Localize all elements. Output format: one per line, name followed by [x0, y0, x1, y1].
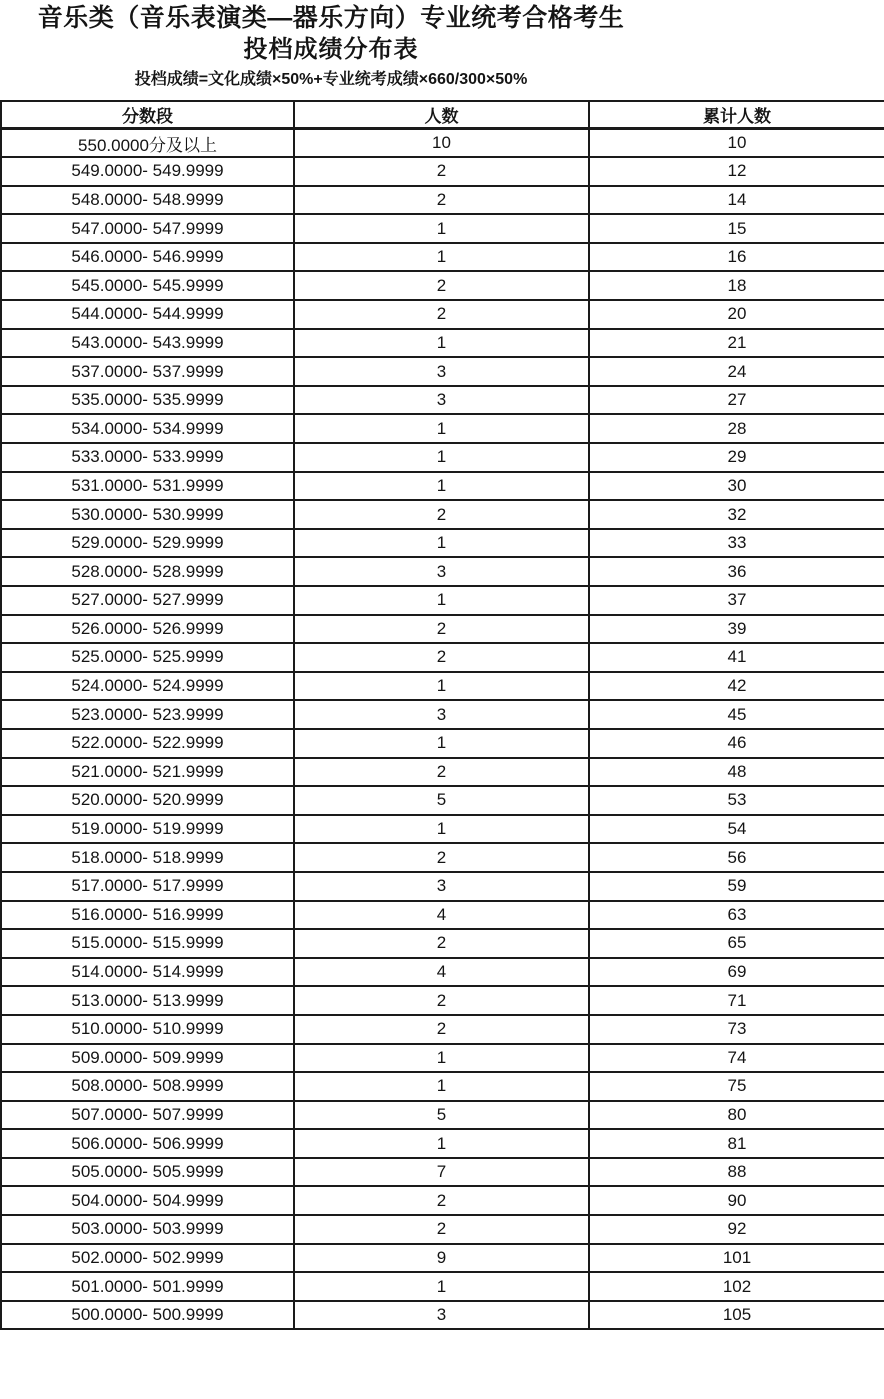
cumulative-cell: 39 [589, 615, 884, 644]
cumulative-cell: 102 [589, 1272, 884, 1301]
table-row [1, 186, 884, 215]
cumulative-cell: 75 [589, 1072, 884, 1101]
score-range-cell: 515.0000- 515.9999 [1, 929, 294, 958]
score-range-cell: 505.0000- 505.9999 [1, 1158, 294, 1187]
table-row [1, 529, 884, 558]
table-row [1, 1244, 884, 1273]
cumulative-cell: 53 [589, 786, 884, 815]
count-cell: 3 [294, 872, 589, 901]
score-range-cell: 535.0000- 535.9999 [1, 386, 294, 415]
table-row [1, 1272, 884, 1301]
score-range-cell: 508.0000- 508.9999 [1, 1072, 294, 1101]
count-cell: 2 [294, 1015, 589, 1044]
score-range-cell: 533.0000- 533.9999 [1, 443, 294, 472]
page-subtitle: 投档成绩分布表 [243, 36, 419, 63]
score-range-cell: 527.0000- 527.9999 [1, 586, 294, 615]
table-row [1, 1072, 884, 1101]
count-cell: 10 [294, 129, 589, 158]
score-range-cell: 506.0000- 506.9999 [1, 1129, 294, 1158]
table-row [1, 300, 884, 329]
score-range-cell: 518.0000- 518.9999 [1, 843, 294, 872]
cumulative-cell: 88 [589, 1158, 884, 1187]
cumulative-cell: 90 [589, 1186, 884, 1215]
cumulative-cell: 36 [589, 557, 884, 586]
score-range-cell: 516.0000- 516.9999 [1, 901, 294, 930]
cumulative-cell: 32 [589, 500, 884, 529]
count-cell: 1 [294, 1129, 589, 1158]
score-range-cell: 513.0000- 513.9999 [1, 986, 294, 1015]
table-row [1, 958, 884, 987]
count-cell: 1 [294, 329, 589, 358]
count-cell: 2 [294, 1186, 589, 1215]
cumulative-cell: 37 [589, 586, 884, 615]
score-range-cell: 548.0000- 548.9999 [1, 186, 294, 215]
score-range-cell: 543.0000- 543.9999 [1, 329, 294, 358]
count-cell: 3 [294, 700, 589, 729]
cumulative-cell: 69 [589, 958, 884, 987]
count-cell: 2 [294, 1215, 589, 1244]
count-cell: 1 [294, 729, 589, 758]
count-cell: 1 [294, 243, 589, 272]
table-row [1, 843, 884, 872]
score-table-body [1, 129, 884, 1330]
table-row [1, 700, 884, 729]
cumulative-cell: 24 [589, 357, 884, 386]
cumulative-cell: 92 [589, 1215, 884, 1244]
count-cell: 2 [294, 271, 589, 300]
count-cell: 1 [294, 815, 589, 844]
score-range-cell: 547.0000- 547.9999 [1, 214, 294, 243]
score-range-cell: 523.0000- 523.9999 [1, 700, 294, 729]
cumulative-cell: 33 [589, 529, 884, 558]
table-row [1, 414, 884, 443]
table-row [1, 386, 884, 415]
score-range-cell: 549.0000- 549.9999 [1, 157, 294, 186]
count-cell: 2 [294, 986, 589, 1015]
table-row [1, 901, 884, 930]
table-row [1, 129, 884, 158]
score-range-cell: 537.0000- 537.9999 [1, 357, 294, 386]
count-cell: 2 [294, 843, 589, 872]
cumulative-cell: 29 [589, 443, 884, 472]
count-cell: 1 [294, 586, 589, 615]
table-row [1, 786, 884, 815]
cumulative-cell: 12 [589, 157, 884, 186]
count-cell: 1 [294, 214, 589, 243]
cumulative-cell: 81 [589, 1129, 884, 1158]
count-cell: 1 [294, 672, 589, 701]
score-range-cell: 504.0000- 504.9999 [1, 1186, 294, 1215]
cumulative-cell: 101 [589, 1244, 884, 1273]
count-cell: 7 [294, 1158, 589, 1187]
cumulative-cell: 20 [589, 300, 884, 329]
table-row [1, 357, 884, 386]
table-row [1, 1101, 884, 1130]
cumulative-cell: 63 [589, 901, 884, 930]
count-cell: 3 [294, 1301, 589, 1330]
table-header [1, 101, 884, 129]
score-range-cell: 550.0000分及以上 [1, 129, 294, 158]
cumulative-cell: 10 [589, 129, 884, 158]
count-cell: 2 [294, 500, 589, 529]
table-row [1, 243, 884, 272]
count-cell: 1 [294, 1044, 589, 1073]
table-row [1, 1129, 884, 1158]
table-row [1, 615, 884, 644]
count-cell: 5 [294, 1101, 589, 1130]
score-formula: 投档成绩=文化成绩×50%+专业统考成绩×660/300×50% [134, 71, 528, 88]
table-header-row [1, 101, 884, 129]
score-range-cell: 503.0000- 503.9999 [1, 1215, 294, 1244]
score-range-cell: 514.0000- 514.9999 [1, 958, 294, 987]
cumulative-cell: 59 [589, 872, 884, 901]
cumulative-cell: 80 [589, 1101, 884, 1130]
cumulative-cell: 27 [589, 386, 884, 415]
score-range-cell: 526.0000- 526.9999 [1, 615, 294, 644]
cumulative-cell: 45 [589, 700, 884, 729]
table-row [1, 500, 884, 529]
count-cell: 3 [294, 557, 589, 586]
count-cell: 3 [294, 386, 589, 415]
score-range-cell: 510.0000- 510.9999 [1, 1015, 294, 1044]
count-cell: 2 [294, 186, 589, 215]
score-range-cell: 528.0000- 528.9999 [1, 557, 294, 586]
score-range-cell: 544.0000- 544.9999 [1, 300, 294, 329]
score-range-cell: 509.0000- 509.9999 [1, 1044, 294, 1073]
score-range-cell: 545.0000- 545.9999 [1, 271, 294, 300]
count-cell: 2 [294, 157, 589, 186]
count-cell: 2 [294, 929, 589, 958]
cumulative-cell: 18 [589, 271, 884, 300]
score-range-cell: 522.0000- 522.9999 [1, 729, 294, 758]
cumulative-cell: 105 [589, 1301, 884, 1330]
table-row [1, 1044, 884, 1073]
cumulative-cell: 56 [589, 843, 884, 872]
cumulative-cell: 28 [589, 414, 884, 443]
cumulative-cell: 73 [589, 1015, 884, 1044]
count-cell: 4 [294, 901, 589, 930]
score-range-cell: 517.0000- 517.9999 [1, 872, 294, 901]
cumulative-cell: 65 [589, 929, 884, 958]
count-cell: 3 [294, 357, 589, 386]
score-range-cell: 519.0000- 519.9999 [1, 815, 294, 844]
table-row [1, 986, 884, 1015]
table-row [1, 672, 884, 701]
column-header-score-range: 分数段 [1, 101, 294, 129]
table-row [1, 271, 884, 300]
table-row [1, 214, 884, 243]
table-row [1, 1158, 884, 1187]
cumulative-cell: 14 [589, 186, 884, 215]
score-range-cell: 507.0000- 507.9999 [1, 1101, 294, 1130]
count-cell: 1 [294, 443, 589, 472]
table-row [1, 1186, 884, 1215]
table-row [1, 1301, 884, 1330]
cumulative-cell: 16 [589, 243, 884, 272]
cumulative-cell: 74 [589, 1044, 884, 1073]
score-range-cell: 531.0000- 531.9999 [1, 472, 294, 501]
table-row [1, 815, 884, 844]
cumulative-cell: 48 [589, 758, 884, 787]
page-title: 音乐类（音乐表演类—器乐方向）专业统考合格考生 [37, 4, 625, 32]
table-row [1, 329, 884, 358]
score-range-cell: 501.0000- 501.9999 [1, 1272, 294, 1301]
table-row [1, 557, 884, 586]
count-cell: 2 [294, 758, 589, 787]
table-row [1, 729, 884, 758]
count-cell: 4 [294, 958, 589, 987]
count-cell: 9 [294, 1244, 589, 1273]
count-cell: 1 [294, 1272, 589, 1301]
table-row [1, 643, 884, 672]
score-range-cell: 500.0000- 500.9999 [1, 1301, 294, 1330]
score-range-cell: 524.0000- 524.9999 [1, 672, 294, 701]
score-range-cell: 502.0000- 502.9999 [1, 1244, 294, 1273]
cumulative-cell: 41 [589, 643, 884, 672]
table-row [1, 758, 884, 787]
score-range-cell: 529.0000- 529.9999 [1, 529, 294, 558]
table-row [1, 443, 884, 472]
score-range-cell: 520.0000- 520.9999 [1, 786, 294, 815]
table-row [1, 586, 884, 615]
table-row [1, 1015, 884, 1044]
cumulative-cell: 21 [589, 329, 884, 358]
column-header-cumulative: 累计人数 [589, 101, 884, 129]
score-range-cell: 525.0000- 525.9999 [1, 643, 294, 672]
table-row [1, 157, 884, 186]
count-cell: 1 [294, 472, 589, 501]
cumulative-cell: 30 [589, 472, 884, 501]
count-cell: 2 [294, 615, 589, 644]
count-cell: 1 [294, 414, 589, 443]
document-header [0, 3, 662, 91]
cumulative-cell: 46 [589, 729, 884, 758]
count-cell: 1 [294, 1072, 589, 1101]
column-header-count: 人数 [294, 101, 589, 129]
table-row [1, 472, 884, 501]
cumulative-cell: 54 [589, 815, 884, 844]
table-row [1, 929, 884, 958]
score-range-cell: 521.0000- 521.9999 [1, 758, 294, 787]
score-range-cell: 546.0000- 546.9999 [1, 243, 294, 272]
score-range-cell: 534.0000- 534.9999 [1, 414, 294, 443]
count-cell: 2 [294, 300, 589, 329]
count-cell: 2 [294, 643, 589, 672]
count-cell: 5 [294, 786, 589, 815]
score-range-cell: 530.0000- 530.9999 [1, 500, 294, 529]
score-distribution-table [0, 100, 884, 1330]
cumulative-cell: 15 [589, 214, 884, 243]
cumulative-cell: 71 [589, 986, 884, 1015]
table-row [1, 1215, 884, 1244]
table-row [1, 872, 884, 901]
count-cell: 1 [294, 529, 589, 558]
cumulative-cell: 42 [589, 672, 884, 701]
